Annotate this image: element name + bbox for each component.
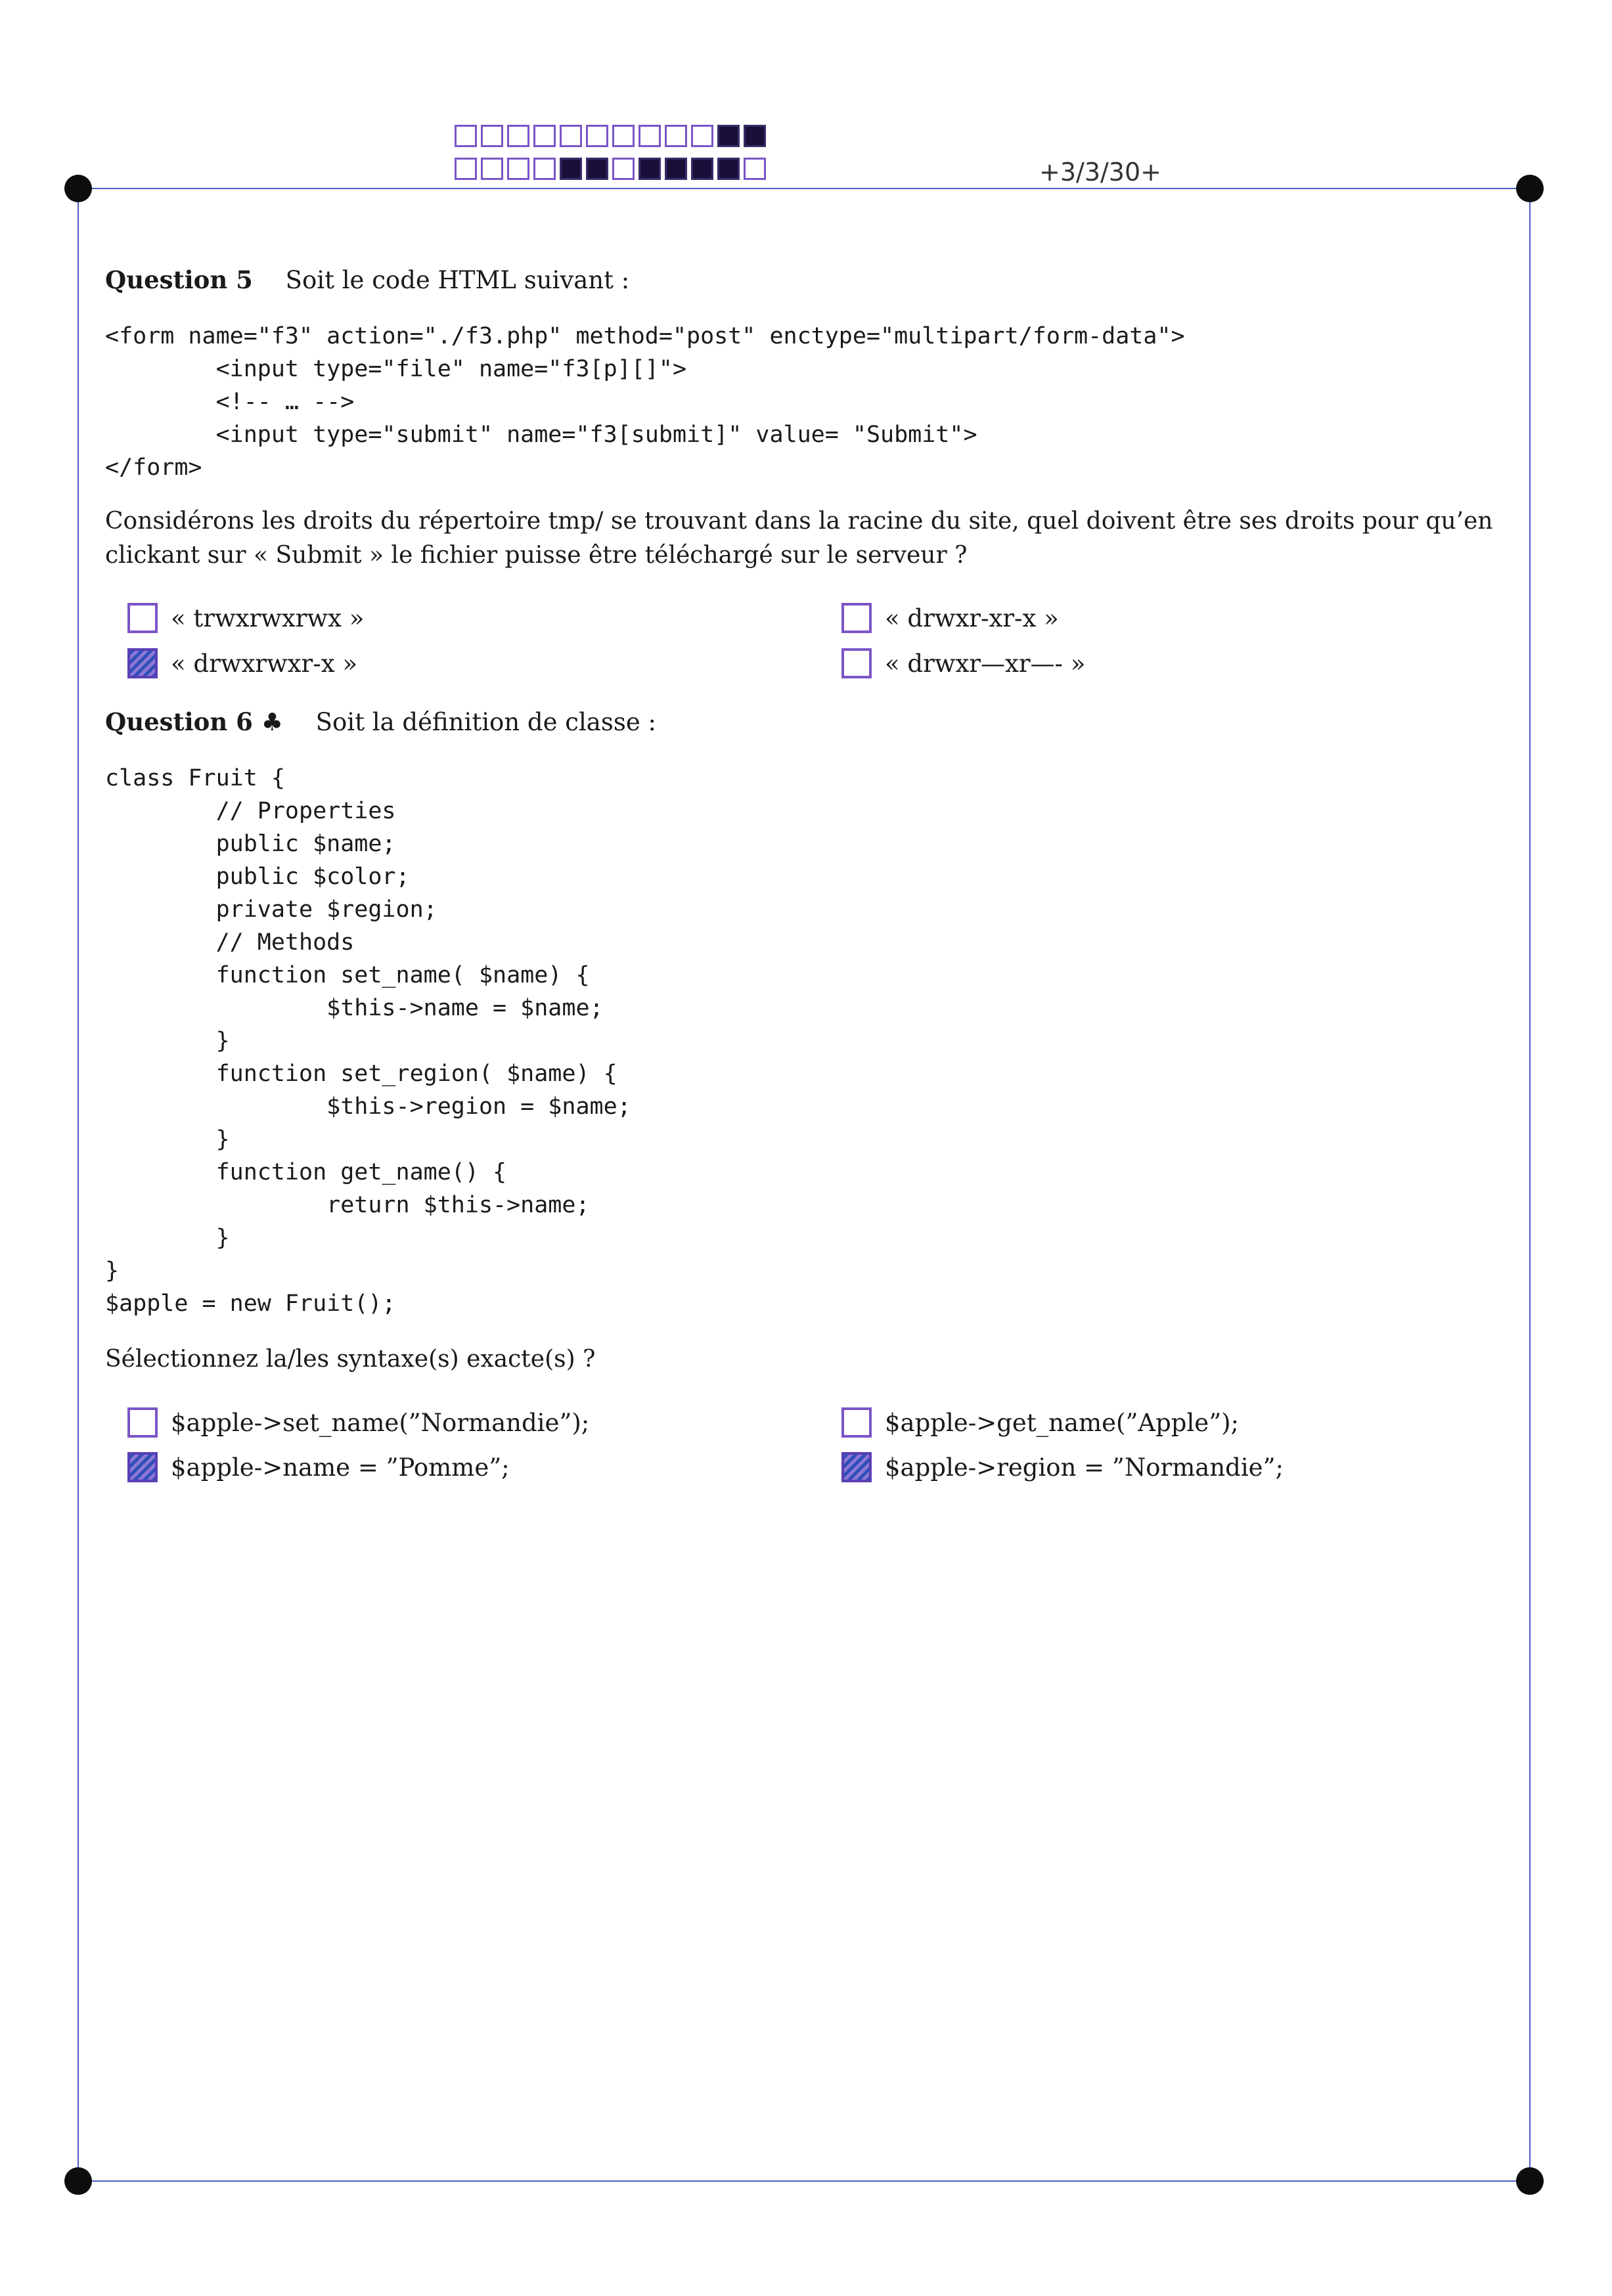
page-identifier: +3/3/30+ xyxy=(1039,158,1161,187)
question-5-choice-4[interactable] xyxy=(841,648,1085,678)
checkbox-q6-1[interactable] xyxy=(127,1407,158,1438)
choice-label: « drwxrwxr-x » xyxy=(171,649,357,678)
code-box-filled xyxy=(744,125,766,147)
code-box-empty xyxy=(481,125,503,147)
code-box-empty xyxy=(560,125,582,147)
frame-right-line xyxy=(1529,188,1531,2182)
question-6-choice-4[interactable] xyxy=(841,1452,1284,1482)
question-5-label: Question 5 xyxy=(105,265,253,294)
checkbox-q5-2[interactable] xyxy=(841,603,872,633)
question-5-choice-3[interactable] xyxy=(127,648,357,678)
corner-marker-bottom-left xyxy=(64,2167,92,2195)
checkbox-q6-4[interactable] xyxy=(841,1452,872,1482)
binary-code-row-2 xyxy=(455,158,770,180)
code-box-filled xyxy=(638,158,661,180)
question-5-choice-1[interactable] xyxy=(127,603,364,633)
question-5-choice-2[interactable] xyxy=(841,603,1059,633)
choice-label: $apple->set_name(”Normandie”); xyxy=(171,1408,590,1437)
code-box-empty xyxy=(612,158,635,180)
checkbox-q5-3[interactable] xyxy=(127,648,158,678)
checkbox-q6-2[interactable] xyxy=(841,1407,872,1438)
code-box-filled xyxy=(560,158,582,180)
choice-label: « drwxr—xr—- » xyxy=(885,649,1086,678)
question-6-prompt: Soit la définition de classe : xyxy=(315,708,656,736)
code-box-empty xyxy=(481,158,503,180)
question-6-choice-1[interactable] xyxy=(127,1407,589,1438)
question-5-prompt: Soit le code HTML suivant : xyxy=(285,266,630,294)
frame-bottom-line xyxy=(78,2180,1531,2182)
code-box-empty xyxy=(744,158,766,180)
question-5-title xyxy=(105,265,629,294)
code-box-empty xyxy=(507,125,529,147)
code-box-empty xyxy=(691,125,713,147)
binary-code-row-1 xyxy=(455,125,770,147)
question-6-text: Sélectionnez la/les syntaxe(s) exacte(s) ? xyxy=(105,1346,596,1373)
frame-left-line xyxy=(78,188,79,2182)
code-box-empty xyxy=(665,125,687,147)
corner-marker-top-right xyxy=(1516,175,1544,202)
code-box-empty xyxy=(507,158,529,180)
question-5-text: Considérons les droits du répertoire tmp/ se trouvant dans la racine du site, quel doivent être ses droits pour qu’en clickant sur « Submit » le fichier puisse être téléchargé sur le serveur ? xyxy=(105,508,1493,569)
question-6-label: Question 6 ♣ xyxy=(105,707,283,736)
question-6-choice-2[interactable] xyxy=(841,1407,1239,1438)
choice-label: « trwxrwxrwx » xyxy=(171,604,365,632)
code-box-empty xyxy=(638,125,661,147)
choice-label: $apple->region = ”Normandie”; xyxy=(885,1453,1284,1482)
checkbox-q6-3[interactable] xyxy=(127,1452,158,1482)
question-6-code: class Fruit { // Properties public $name; public $color; private $region; // Methods function set_name( $name) { $this->name = $name; } function set_region( $name) { $this->region = $name; } function get_name() { return $this->name; } } $apple = new Fruit(); xyxy=(105,765,631,1317)
choice-label: $apple->name = ”Pomme”; xyxy=(171,1453,510,1482)
code-box-empty xyxy=(612,125,635,147)
code-box-empty xyxy=(455,158,477,180)
code-box-empty xyxy=(455,125,477,147)
choice-label: « drwxr-xr-x » xyxy=(885,604,1059,632)
code-box-filled xyxy=(665,158,687,180)
question-6-choice-3[interactable] xyxy=(127,1452,510,1482)
code-box-filled xyxy=(586,158,608,180)
frame-top-line xyxy=(78,188,1531,189)
question-5-code: <form name="f3" action="./f3.php" method="post" enctype="multipart/form-data"> <input type="file" name="f3[p][]"> <!-- … --> <input type="submit" name="f3[submit]" value= "Submit"> </form> xyxy=(105,323,1185,481)
code-box-filled xyxy=(717,125,740,147)
code-box-empty xyxy=(586,125,608,147)
code-box-empty xyxy=(533,125,556,147)
checkbox-q5-1[interactable] xyxy=(127,603,158,633)
code-box-empty xyxy=(533,158,556,180)
corner-marker-top-left xyxy=(64,175,92,202)
choice-label: $apple->get_name(”Apple”); xyxy=(885,1408,1240,1437)
code-box-filled xyxy=(691,158,713,180)
code-box-filled xyxy=(717,158,740,180)
corner-marker-bottom-right xyxy=(1516,2167,1544,2195)
question-6-title xyxy=(105,707,656,736)
checkbox-q5-4[interactable] xyxy=(841,648,872,678)
